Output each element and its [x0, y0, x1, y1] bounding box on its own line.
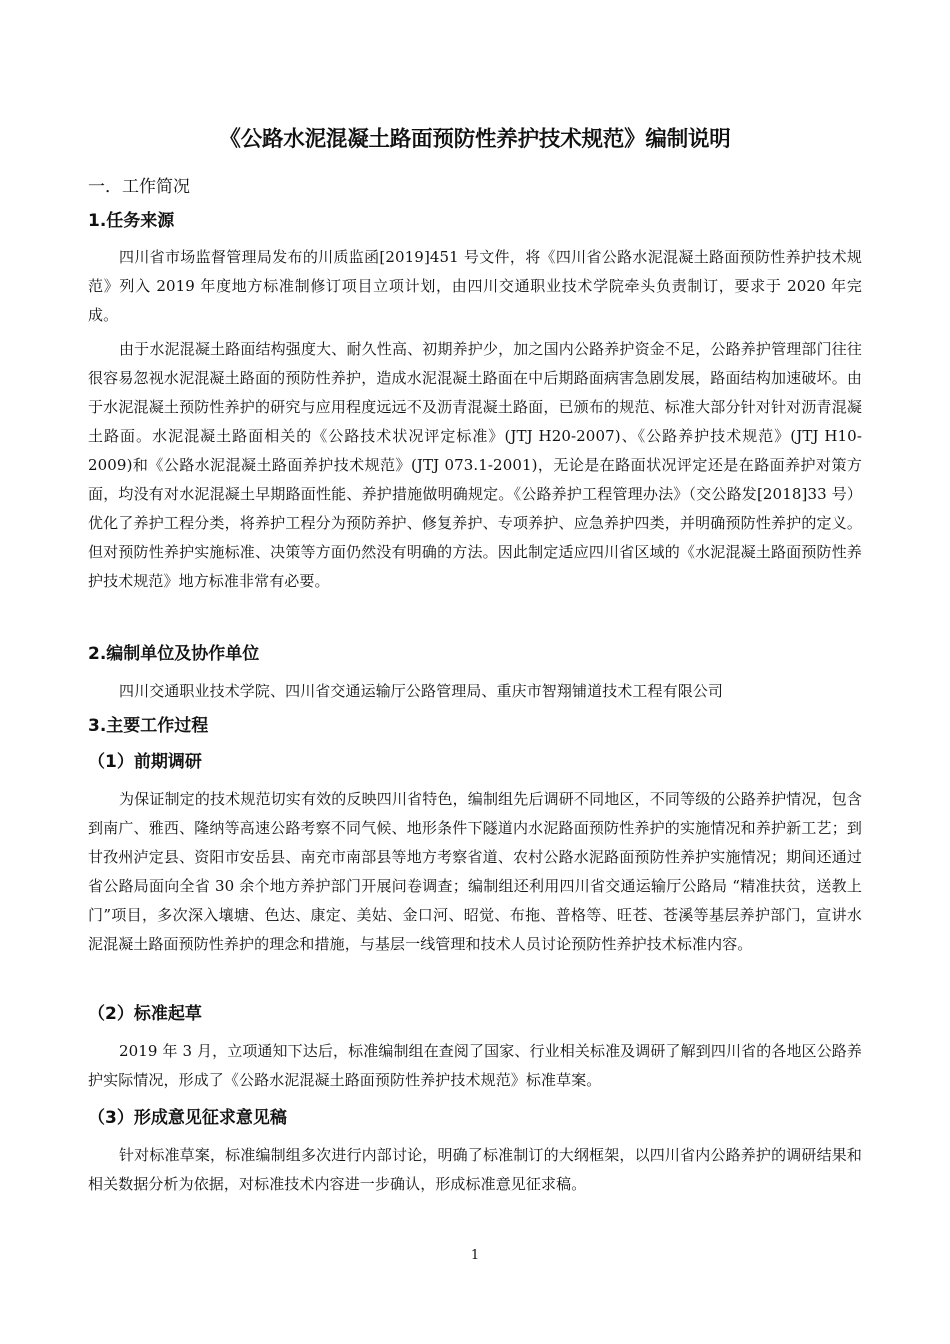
step-heading-standard-drafting: （2）标准起草 [88, 1004, 202, 1024]
paragraph-task-source-2: 由于水泥混凝土路面结构强度大、耐久性高、初期养护少，加之国内公路养护资金不足，公路养护管理部门往往很容易忽视水泥混凝土路面的预防性养护，造成水泥混凝土路面在中后期路面病害急剧发展，路面结构加速破坏。由于水泥混凝土预防性养护的研究与应用程度远远不及沥青混凝土路面，已颁布的规范、标准大部分针对针对沥青混凝土路面。水泥混凝土路面相关的《公路技术状况评定标准》(JTJ H20-2007)、《公路养护技术规范》(JTJ H10-2009)和《公路水泥混凝土路面养护技术规范》(JTJ 073.1-2001)，无论是在路面状况评定还是在路面养护对策方面，均没有对水泥混凝土早期路面性能、养护措施做明确规定。《公路养护工程管理办法》（交公路发[2018]33 号）优化了养护工程分类，将养护工程分为预防养护、修复养护、专项养护、应急养护四类，并明确预防性养护的定义。但对预防性养护实施标准、决策等方面仍然没有明确的方法。因此制定适应四川省区域的《水泥混凝土路面预防性养护技术规范》地方标准非常有必要。 [88, 340, 862, 590]
subsection-heading-task-source: 1.任务来源 [88, 211, 175, 231]
paragraph-task-source-1: 四川省市场监督管理局发布的川质监函[2019]451 号文件，将《四川省公路水泥混凝土路面预防性养护技术规范》列入 2019 年度地方标准制修订项目立项计划，由四川交通职业技术学院牵头负责制订，要求于 2020 年完成。 [88, 248, 862, 324]
subsection-heading-work-process: 3.主要工作过程 [88, 716, 209, 736]
document-title: 《公路水泥混凝土路面预防性养护技术规范》编制说明 [219, 127, 731, 152]
paragraph-preliminary-research: 为保证制定的技术规范切实有效的反映四川省特色，编制组先后调研不同地区，不同等级的公路养护情况，包含到南广、雅西、隆纳等高速公路考察不同气候、地形条件下隧道内水泥路面预防性养护的实施情况和养护新工艺；到甘孜州泸定县、资阳市安岳县、南充市南部县等地方考察省道、农村公路水泥路面预防性养护实施情况；期间还通过省公路局面向全省 30 余个地方养护部门开展问卷调查；编制组还利用四川省交通运输厅公路局 “精准扶贫，送教上门”项目，多次深入壤塘、色达、康定、美姑、金口河、昭觉、布拖、普格等、旺苍、苍溪等基层养护部门，宣讲水泥混凝土路面预防性养护的理念和措施，与基层一线管理和技术人员讨论预防性养护技术标准内容。 [88, 790, 862, 953]
section-heading-work-overview: 一．工作简况 [88, 177, 190, 197]
paragraph-comment-draft: 针对标准草案，标准编制组多次进行内部讨论，明确了标准制订的大纲框架，以四川省内公路养护的调研结果和相关数据分析为依据，对标准技术内容进一步确认，形成标准意见征求稿。 [88, 1146, 862, 1193]
step-heading-preliminary-research: （1）前期调研 [88, 752, 202, 772]
page-number: 1 [470, 1248, 480, 1263]
step-heading-comment-draft: （3）形成意见征求意见稿 [88, 1108, 287, 1128]
paragraph-units: 四川交通职业技术学院、四川省交通运输厅公路管理局、重庆市智翔铺道技术工程有限公司 [119, 682, 724, 700]
paragraph-standard-drafting: 2019 年 3 月，立项通知下达后，标准编制组在查阅了国家、行业相关标准及调研了解到四川省的各地区公路养护实际情况，形成了《公路水泥混凝土路面预防性养护技术规范》标准草案。 [88, 1042, 862, 1089]
subsection-heading-units: 2.编制单位及协作单位 [88, 644, 260, 664]
